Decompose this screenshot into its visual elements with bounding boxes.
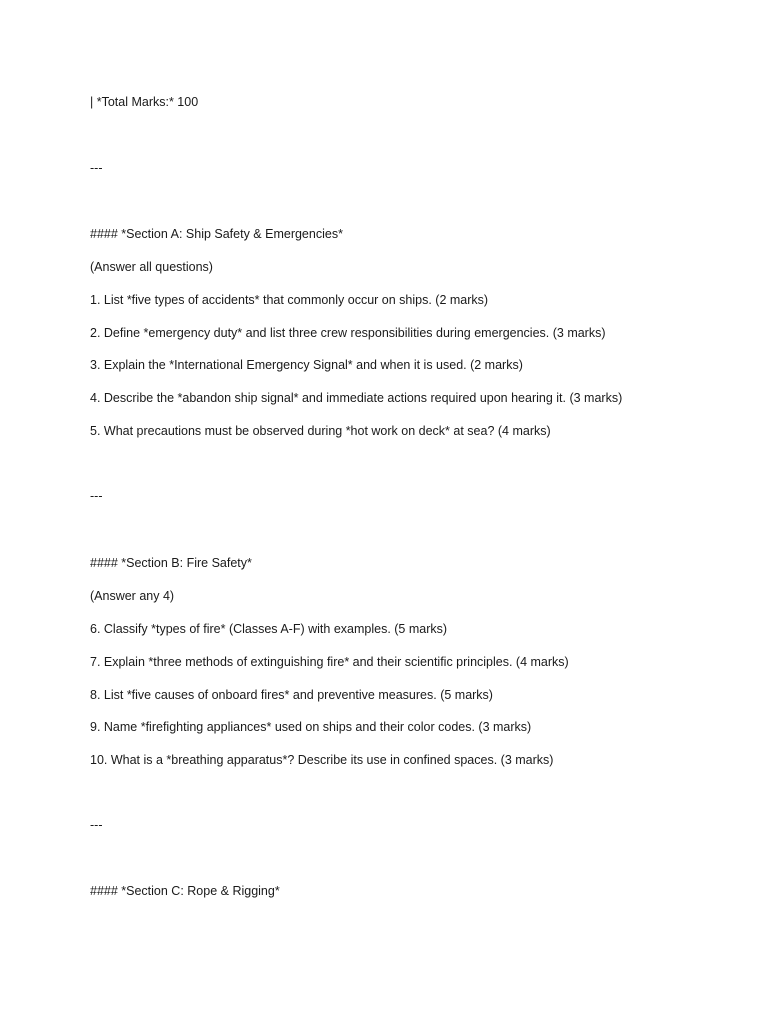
section-b-instruction: (Answer any 4) [90, 589, 175, 603]
section-b-heading: #### *Section B: Fire Safety* [90, 556, 252, 570]
question-1: 1. List *five types of accidents* that commonly occur on ships. (2 marks) [90, 293, 489, 307]
section-a-heading: #### *Section A: Ship Safety & Emergencies* [90, 227, 343, 241]
question-2: 2. Define *emergency duty* and list three crew responsibilities during emergencies. (3 marks) [90, 326, 606, 340]
separator: --- [90, 489, 103, 503]
question-10: 10. What is a *breathing apparatus*? Describe its use in confined spaces. (3 marks) [90, 753, 554, 767]
question-6: 6. Classify *types of fire* (Classes A-F) with examples. (5 marks) [90, 622, 448, 636]
question-7: 7. Explain *three methods of extinguishing fire* and their scientific principles. (4 marks) [90, 655, 569, 669]
section-c-heading: #### *Section C: Rope & Rigging* [90, 884, 280, 898]
section-a-instruction: (Answer all questions) [90, 260, 213, 274]
question-8: 8. List *five causes of onboard fires* and preventive measures. (5 marks) [90, 688, 493, 702]
question-3: 3. Explain the *International Emergency Signal* and when it is used. (2 marks) [90, 358, 523, 372]
question-9: 9. Name *firefighting appliances* used on ships and their color codes. (3 marks) [90, 720, 532, 734]
separator: --- [90, 818, 103, 832]
separator: --- [90, 161, 103, 175]
question-4: 4. Describe the *abandon ship signal* and immediate actions required upon hearing it. (3 marks) [90, 391, 623, 405]
total-marks-line: | *Total Marks:* 100 [90, 95, 199, 109]
question-5: 5. What precautions must be observed during *hot work on deck* at sea? (4 marks) [90, 424, 551, 438]
